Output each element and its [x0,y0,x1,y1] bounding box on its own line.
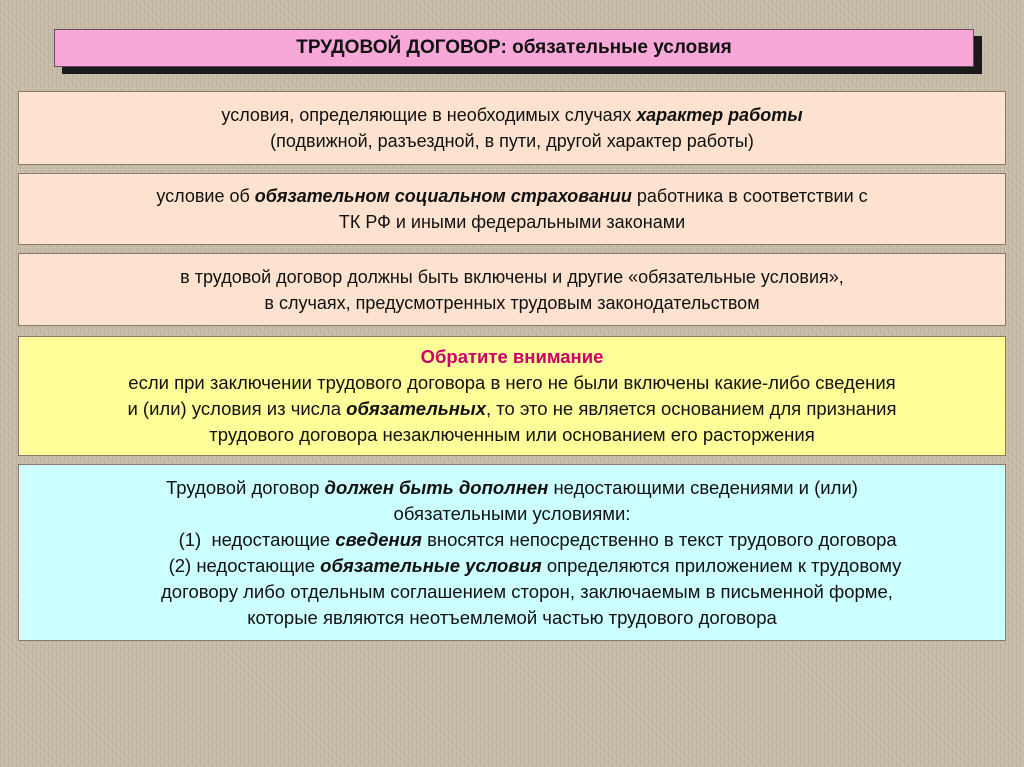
list-item-2 [123,553,902,579]
list-item-2-emphasis: обязательные условия [320,554,542,576]
box1-line1 [221,102,802,128]
box2-emphasis: обязательном социальном страховании [254,186,632,206]
condition-box-other-conditions [18,253,1006,326]
box5-text-a: Трудовой договор [166,476,325,498]
box4-line1: если при заключении трудового договора в него не были включены какие-либо сведения [128,372,896,393]
box4-line2 [127,396,896,422]
list-item-1-number: (1) [178,528,212,550]
supplement-box [18,464,1006,641]
box5-line1 [166,475,858,501]
list-item-2-number: (2) [168,554,197,576]
box4-text-a: и (или) условия из числа [127,398,347,419]
box1-line2: (подвижной, разъездной, в пути, другой характер работы) [270,131,754,151]
page-title [54,29,974,67]
box4-emphasis: обязательных [346,398,487,419]
attention-box [18,336,1006,456]
attention-heading: Обратите внимание [420,346,604,367]
list-item-2-text-a: недостающие [196,554,321,576]
title-bold: ТРУДОВОЙ ДОГОВОР: [296,37,507,58]
box3-line1: в трудовой договор должны быть включены и другие «обязательные условия», [180,266,844,287]
list-item-2-text-c: определяются приложением к трудовому [541,554,902,576]
box3-line2: в случаях, предусмотренных трудовым законодательством [264,292,760,313]
box2-text-a: условие об [156,186,255,206]
box5-line2: обязательными условиями: [393,502,631,524]
list-item-1-emphasis: сведения [335,528,422,550]
box4-text-c: , то это не является основанием для признания [486,398,897,419]
condition-box-work-character [18,91,1006,165]
condition-box-social-insurance [18,173,1006,245]
title-rest: обязательные условия [506,37,732,58]
box5-emphasis: должен быть дополнен [324,476,549,498]
box2-line2: ТК РФ и иными федеральными законами [338,212,686,232]
box1-text-a: условия, определяющие в необходимых случаях [221,105,637,125]
box2-line1 [156,183,867,209]
box4-line3: трудового договора незаключенным или основанием его расторжения [209,424,815,445]
list-item-1-text-a: недостающие [211,528,336,550]
box1-emphasis: характер работы [636,105,803,125]
supplement-content [123,475,902,631]
list-item-1 [123,527,902,553]
list-item-1-text-c: вносятся непосредственно в текст трудового договора [421,528,897,550]
box2-text-c: работника в соответствии с [631,186,868,206]
box5-text-c: недостающими сведениями и (или) [548,476,858,498]
list-item-2-line3: которые являются неотъемлемой частью трудового договора [247,606,777,628]
list-item-2-line2: договору либо отдельным соглашением сторон, заключаемым в письменной форме, [161,580,893,602]
